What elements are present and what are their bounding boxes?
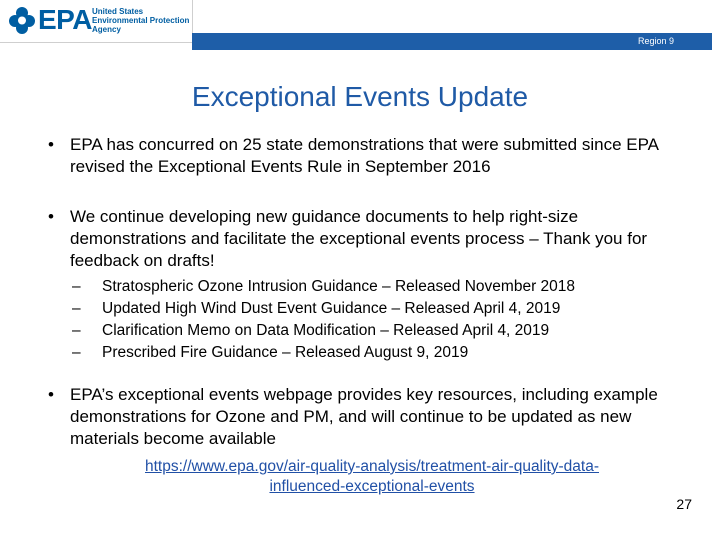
- bullet-concurred: [48, 134, 688, 180]
- region-label: Region 9: [637, 36, 674, 46]
- logo-wordmark: EPA: [38, 4, 92, 35]
- bullet-text: EPA’s exceptional events webpage provides key resources, including example demonstrations for Ozone and PM, and will continue to be updated as new materials become available: [70, 385, 658, 448]
- epa-logo: [0, 0, 193, 43]
- header-bar: [192, 33, 712, 50]
- list-item: – Updated High Wind Dust Event Guidance – Released April 4, 2019: [72, 300, 561, 317]
- guidance-sub-list: [72, 276, 692, 364]
- exceptional-events-link[interactable]: https://www.epa.gov/air-quality-analysis/treatment-air-quality-data- influenced-exceptional-events: [145, 458, 599, 495]
- bullet-guidance: [48, 206, 688, 276]
- slide-title: Exceptional Events Update: [191, 81, 529, 112]
- agency-name: United States Environmental Protection Agency: [92, 7, 190, 34]
- bullet-marker: •: [48, 135, 54, 154]
- bullet-text: EPA has concurred on 25 state demonstrations that were submitted since EPA revised the Exceptional Events Rule in September 2016: [70, 135, 659, 176]
- bullet-webpage: [48, 384, 688, 454]
- bullet-marker: •: [48, 385, 54, 404]
- epa-flower-icon: [8, 5, 36, 35]
- bullet-marker: •: [48, 207, 54, 226]
- list-item: – Clarification Memo on Data Modification – Released April 4, 2019: [72, 322, 550, 339]
- list-item: – Prescribed Fire Guidance – Released August 9, 2019: [72, 344, 469, 361]
- list-item: – Stratospheric Ozone Intrusion Guidance – Released November 2018: [72, 278, 576, 295]
- page-number: 27: [676, 496, 692, 512]
- bullet-text: We continue developing new guidance documents to help right-size demonstrations and facilitate the exceptional events process – Thank you for feedback on drafts!: [70, 207, 648, 270]
